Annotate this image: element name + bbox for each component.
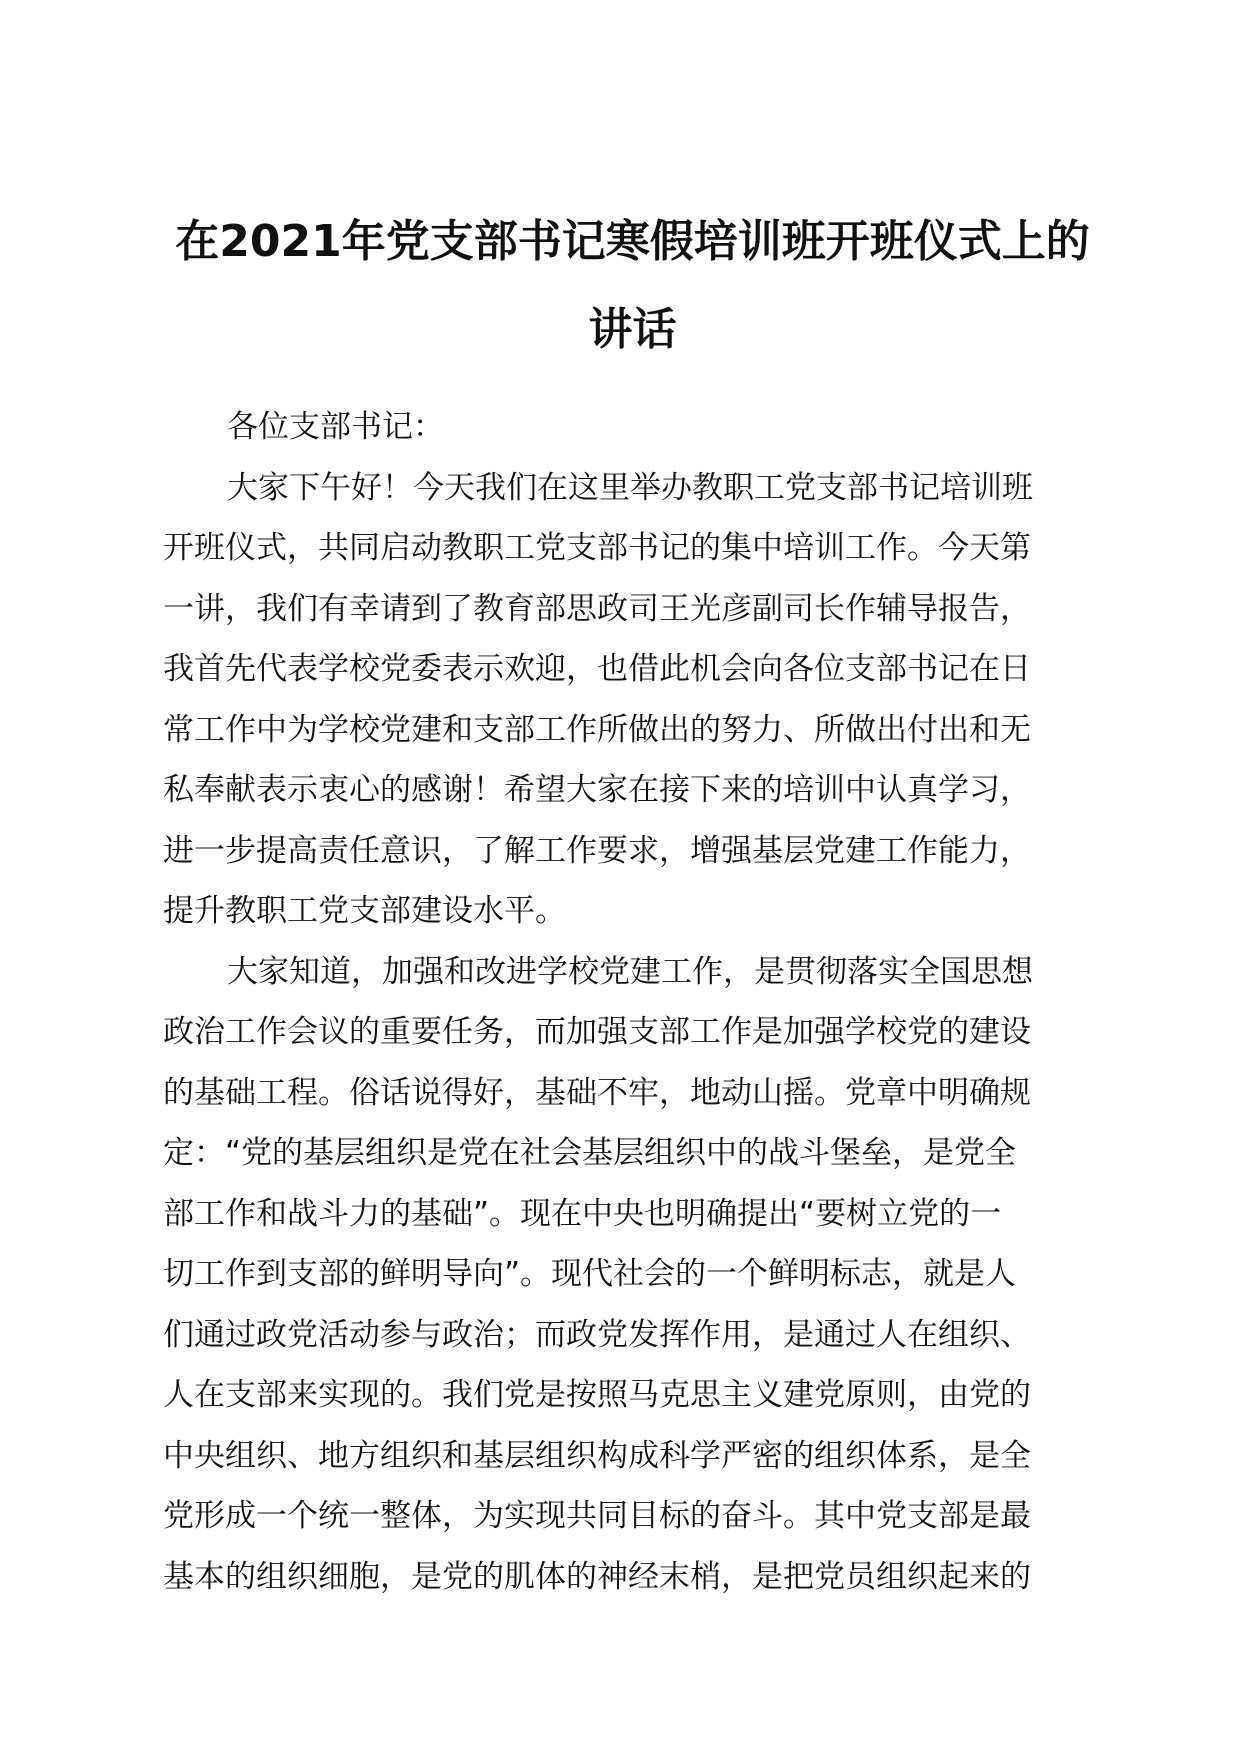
text-line: 们通过政党活动参与政治；而政党发挥作用，是通过人在组织、 (163, 1316, 1031, 1353)
text-line: 大家下午好！今天我们在这里举办教职工党支部书记培训班 (227, 469, 1033, 506)
text-line: 常工作中为学校党建和支部工作所做出的努力、所做出付出和无 (163, 711, 1031, 748)
text-line: 各位支部书记： (227, 409, 444, 445)
text-line: 党形成一个统一整体，为实现共同目标的奋斗。其中党支部是最 (163, 1498, 1031, 1534)
text-line: 中央组织、地方组织和基层组织构成科学严密的组织体系，是全 (163, 1437, 1031, 1474)
text-line: 部工作和战斗力的基础”。现在中央也明确提出“要树立党的一 (163, 1195, 1002, 1232)
text-line: 人在支部来实现的。我们党是按照马克思主义建党原则，由党的 (163, 1377, 1031, 1413)
document-body (163, 397, 1108, 1607)
document-title (150, 198, 1115, 374)
text-line: 大家知道，加强和改进学校党建工作，是贯彻落实全国思想 (227, 953, 1033, 990)
opening-paragraph (163, 458, 1108, 942)
text-line: 定：“党的基层组织是党在社会基层组织中的战斗堡垒，是党全 (163, 1135, 1017, 1171)
text-line: 的基础工程。俗话说得好，基础不牢，地动山摇。党章中明确规 (163, 1074, 1031, 1111)
title-line: 讲话 (588, 304, 677, 355)
text-line: 提升教职工党支部建设水平。 (163, 893, 566, 929)
salutation-paragraph (163, 397, 1108, 458)
title-line: 在2021年党支部书记寒假培训班开班仪式上的 (175, 216, 1090, 267)
text-line: 进一步提高责任意识，了解工作要求，增强基层党建工作能力， (163, 832, 1031, 869)
text-line: 基本的组织细胞，是党的肌体的神经末梢，是把党员组织起来的 (163, 1558, 1031, 1595)
text-line: 私奉献表示衷心的感谢！希望大家在接下来的培训中认真学习， (163, 772, 1031, 808)
text-line: 政治工作会议的重要任务，而加强支部工作是加强学校党的建设 (163, 1014, 1031, 1050)
text-line: 切工作到支部的鲜明导向”。现代社会的一个鲜明标志，就是人 (163, 1256, 1017, 1292)
text-line: 一讲，我们有幸请到了教育部思政司王光彦副司长作辅导报告， (163, 590, 1031, 627)
body-paragraph (163, 942, 1108, 1608)
text-line: 开班仪式，共同启动教职工党支部书记的集中培训工作。今天第 (163, 530, 1031, 566)
text-line: 我首先代表学校党委表示欢迎，也借此机会向各位支部书记在日 (163, 651, 1031, 687)
